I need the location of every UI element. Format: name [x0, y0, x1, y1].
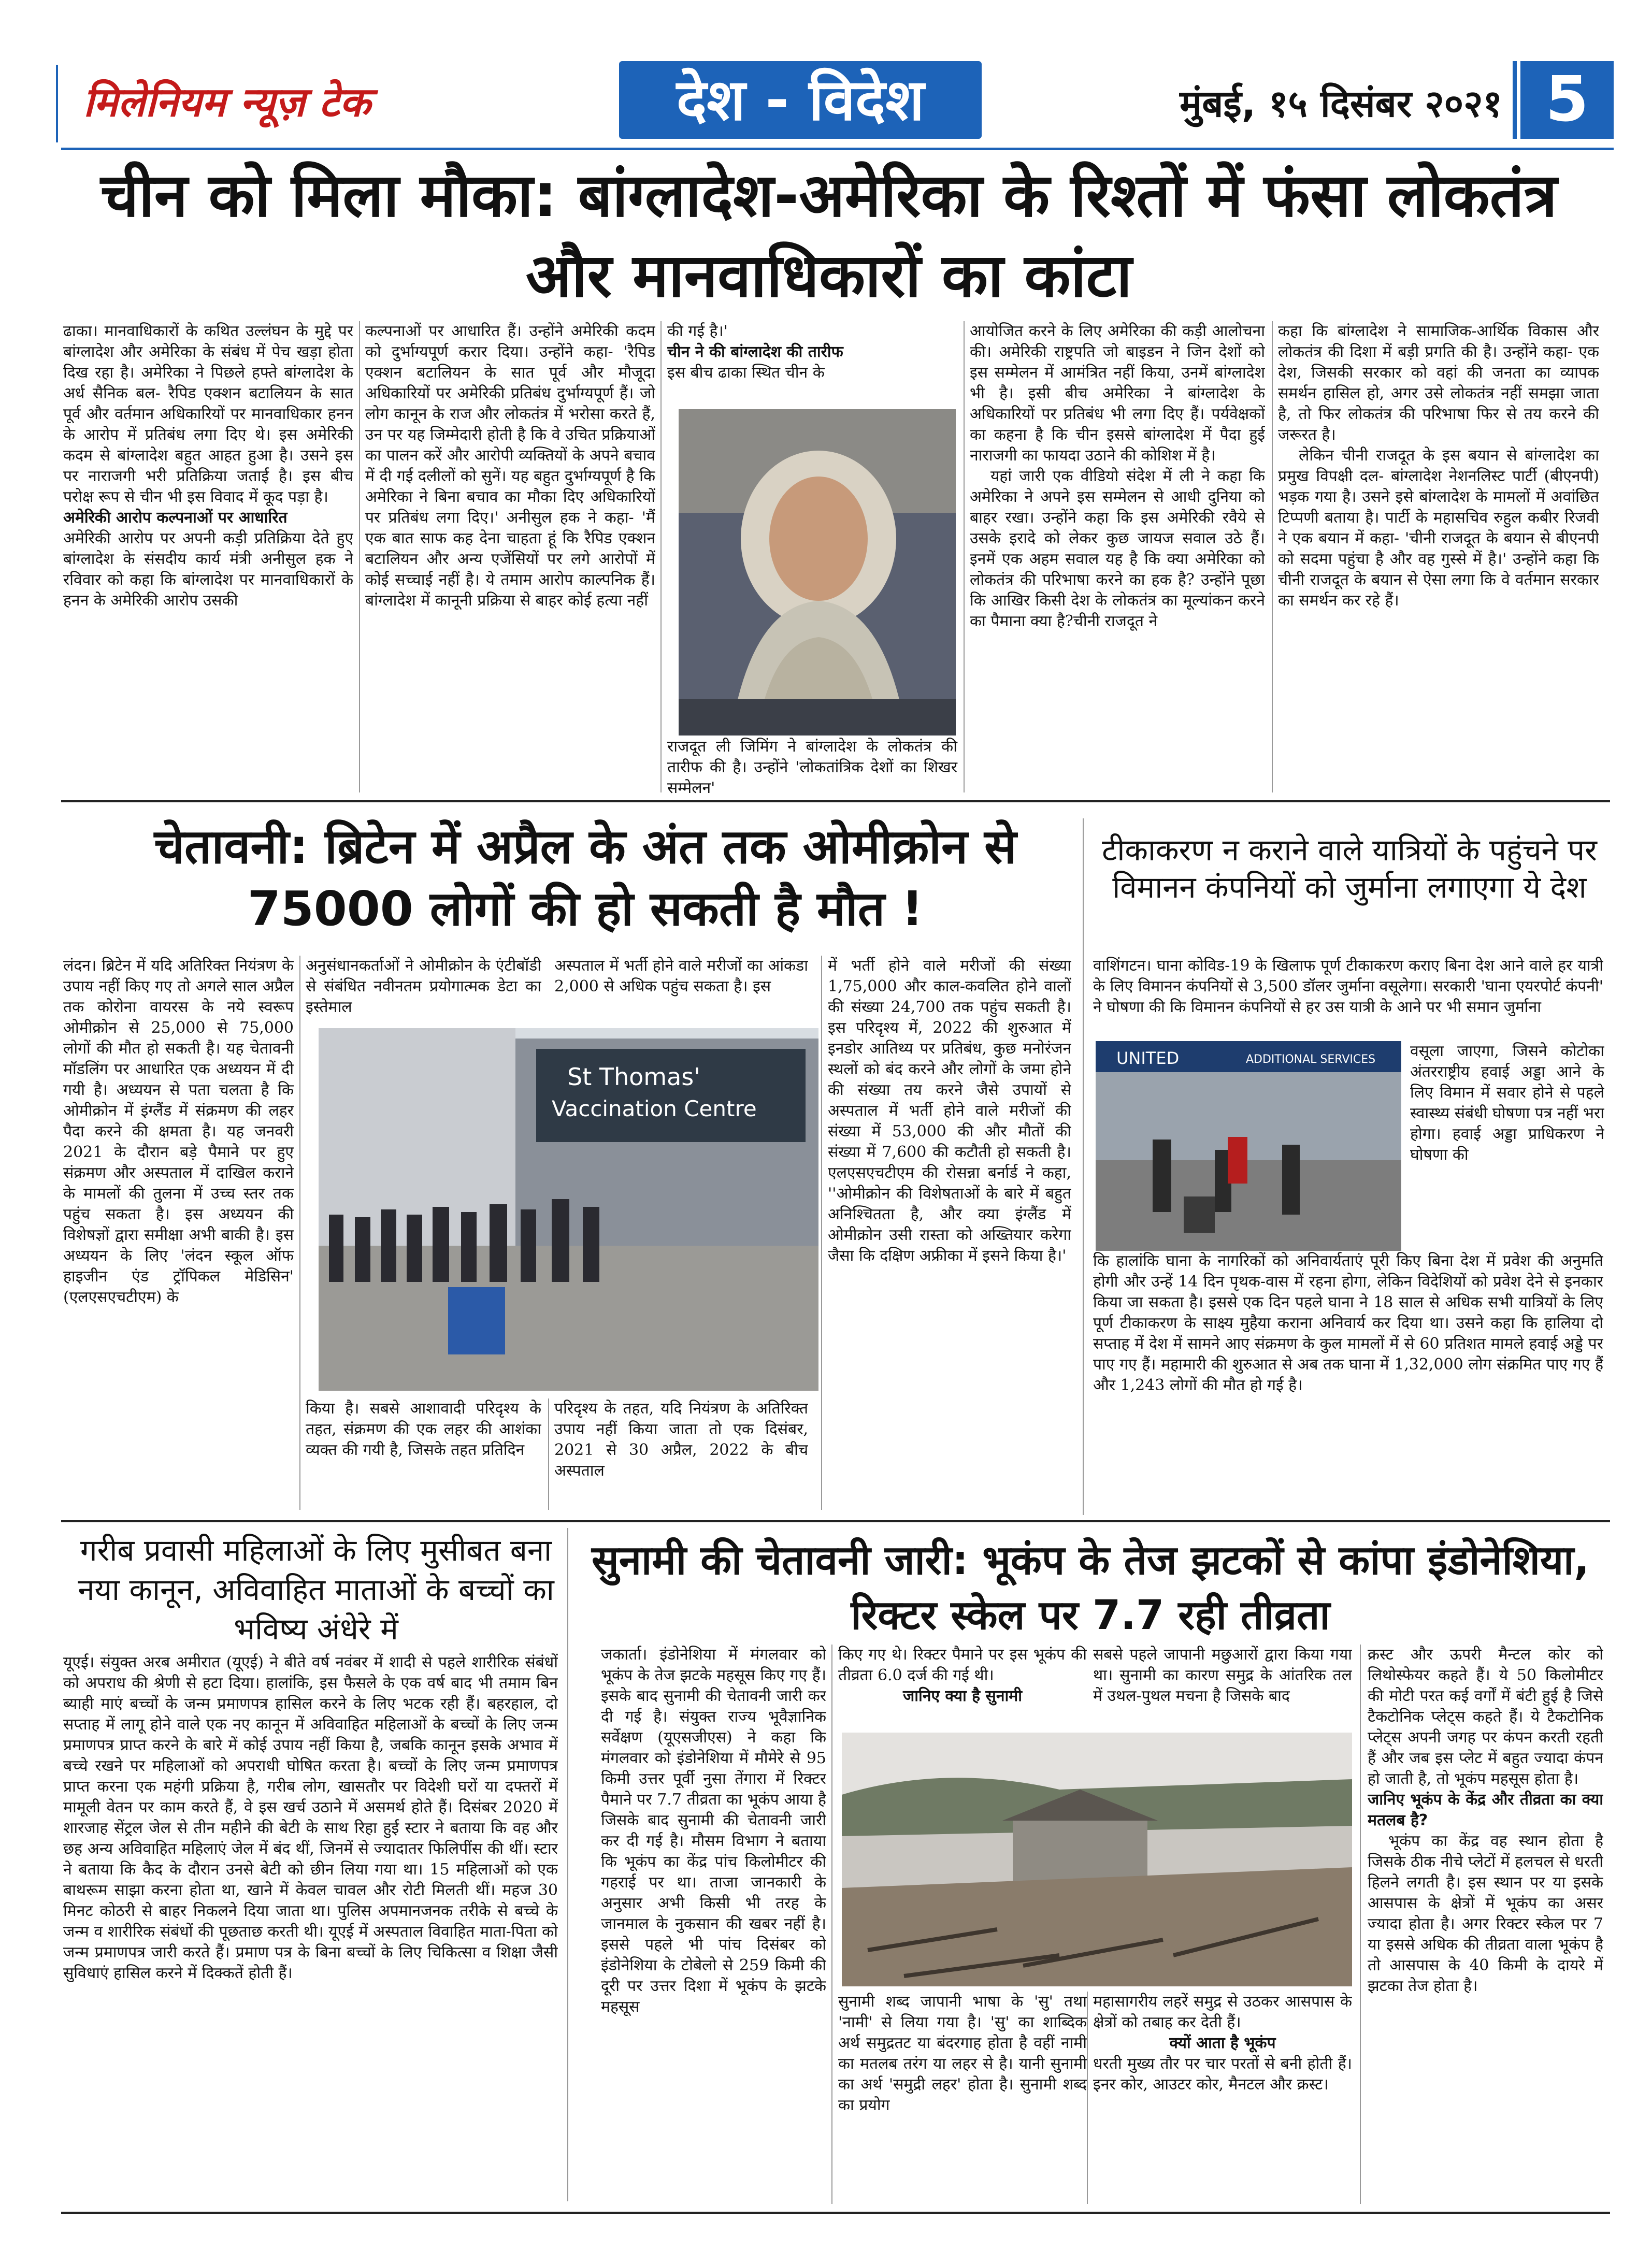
column-divider — [660, 321, 662, 792]
story5-col2-text: किए गए थे। रिक्टर पैमाने पर इस भूकंप की तीव्रता 6.0 दर्ज की गई थी। — [838, 1646, 1087, 1684]
story5-column-4 — [1368, 1645, 1603, 2207]
story5-column-3-bottom — [1093, 1992, 1352, 2207]
tsunami-debris-illustration — [842, 1733, 1352, 1986]
story5-headline: सुनामी की चेतावनी जारी: भूकंप के तेज झटकों से कांपा इंडोनेशिया, रिक्टर स्केल पर 7.7 रही तीव्रता — [592, 1537, 1589, 1639]
vaccination-centre-photo — [319, 1028, 818, 1391]
story2-column-1: लंदन। ब्रिटेन में यदि अतिरिक्त नियंत्रण के उपाय नहीं किए गए तो अगले साल अप्रैल तक कोरोना वायरस के नये स्वरूप ओमीक्रोन से 25,000 से 75,000 लोगों की मौत हो सकती है। यह चेतावनी मॉडलिंग पर आधारित एक अध्ययन में दी गयी है। अध्ययन से पता चलता है कि ओमीक्रोन में इंग्लैंड में संक्रमण की लहर पैदा करने की क्षमता है। यह जनवरी 2021 के दौरान बड़े पैमाने पर हुए संक्रमण और अस्पताल में दाखिल कराने के मामलों की तुलना में उच्च स्तर तक पहुंच सकता है। इस अध्ययन की विशेषज्ञों द्वारा समीक्षा अभी बाकी है। इस अध्ययन के लिए 'लंदन स्कूल ऑफ हाइजीन एंड ट्रॉपिकल मेडिसिन' (एलएसएचटीएम) के — [63, 957, 294, 1306]
story1-column-3-top — [667, 321, 957, 409]
page-number-bar — [1513, 61, 1517, 139]
airport-illustration — [1096, 1041, 1401, 1251]
story5-col4-text-b: भूकंप का केंद्र वह स्थान होता है जिसके ठीक नीचे प्लेटों में हलचल से धरती हिलने लगती है। इस स्थान पर या इसके आसपास के क्षेत्रों में भूकंप का असर ज्यादा होता है। अगर रिक्टर स्केल पर 7 या इससे अधिक की तीव्रता वाला भूकंप है तो आसपास के 40 किमी के दायरे में झटका तेज होता है। — [1368, 1832, 1603, 1995]
story2-column-2-bottom: किया है। सबसे आशावादी परिदृश्य के तहत, संक्रमण की एक लहर की आशंका व्यक्त की गयी है, जिसके तहत प्रतिदिन — [306, 1400, 541, 1459]
masthead-rule — [56, 65, 58, 142]
column-divider — [964, 321, 965, 792]
column-divider — [1360, 1645, 1361, 2204]
photo-sign-services: ADDITIONAL SERVICES — [1246, 1053, 1376, 1066]
column-divider — [359, 321, 360, 792]
story1-col1-text: ढाका। मानवाधिकारों के कथित उल्लंघन के मुद्दे पर बांग्लादेश और अमेरिका के संबंध में पेच खड़ा होता दिख रहा है। अमेरिका ने पिछले हफ्ते बांग्लादेश के अर्ध सैनिक बल- रैपिड एक्शन बटालियन के सात पूर्व और वर्तमान अधिकारियों पर मानवाधिकार हनन के आरोप में प्रतिबंध लगा दिए थे। इस अमेरिकी कदम से बांग्लादेश बहुत आहत हुआ है। उसने इस पर नाराजगी भरी प्रतिक्रिया जताई है। इस बीच परोक्ष रूप से चीन भी इस विवाद में कूद पड़ा है। — [63, 322, 353, 506]
story3-text-bottom: कि हालांकि घाना के नागरिकों को अनिवार्यताएं पूरी किए बिना देश में प्रवेश की अनुमति होगी और उन्हें 14 दिन पृथक-वास में रहना होगा, लेकिन विदेशियों को प्रवेश देने से इनकार किया जा सकता है। इससे एक दिन पहले घाना ने 18 साल से अधिक सभी यात्रियों के लिए पूर्ण टीकाकरण के साक्ष्य मुहैया कराना अनिवार्य कर दिया था। उसने कहा कि हालिया दो सप्ताह में देश में सामने आए संक्रमण के कुल मामलों में से 60 प्रतिशत मामले हवाई अड्डे पर पाए गए हैं। महामारी की शुरुआत से अब तक घाना में 1,32,000 लोग संक्रमित पाए गए हैं और 1,243 लोगों की मौत हो गई है। — [1093, 1252, 1603, 1394]
photo-sign-united: UNITED — [1116, 1048, 1180, 1068]
story1-headline: चीन को मिला मौका: बांग्लादेश-अमेरिका के रिश्तों में फंसा लोकतंत्र और मानवाधिकारों का कांटा — [100, 161, 1557, 311]
story5-subhead-epicentre: जानिए भूकंप के केंद्र और तीव्रता का क्या मतलब है? — [1368, 1791, 1603, 1829]
story5-column-2-top — [838, 1645, 1087, 1730]
photo-sign-line-1: St Thomas' — [567, 1063, 700, 1091]
column-divider — [821, 956, 822, 1510]
story1-subhead-1: अमेरिकी आरोप कल्पनाओं पर आधारित — [63, 509, 288, 527]
sheikh-hasina-photo — [679, 409, 956, 736]
story1-column-4 — [970, 321, 1265, 792]
story1-column-1 — [63, 321, 353, 787]
photo-sign-line-2: Vaccination Centre — [552, 1096, 757, 1121]
story3-text-side: वसूला जाएगा, जिसने कोटोका अंतरराष्ट्रीय हवाई अड्डा आने के लिए विमान में सवार होने से पहले स्वास्थ्य संबंधी घोषणा पत्र नहीं भरा होगा। हवाई अड्डा प्राधिकरण ने घोषणा की — [1410, 1042, 1604, 1164]
story3-headline: टीकाकरण न कराने वाले यात्रियों के पहुंचने पर विमानन कंपनियों को जुर्माना लगाएगा ये देश — [1102, 832, 1597, 905]
story2-column-2-top: अनुसंधानकर्ताओं ने ओमीक्रोन के एंटीबॉडी से संबंधित नवीनतम प्रयोगात्मक डेटा का इस्तेमाल — [306, 957, 541, 1016]
portrait-illustration — [679, 409, 956, 736]
story5-subhead-earthquake: क्यों आता है भूकंप — [1169, 2034, 1276, 2052]
story-separator — [61, 800, 1610, 802]
vaccination-queue-illustration — [319, 1028, 818, 1391]
page-bottom-rule — [61, 2212, 1610, 2214]
story2-column-4: में भर्ती होने वाले मरीजों की संख्या 1,75,000 और काल-कवलित होने वालों की संख्या 24,700 तक पहुंच सकती है। इस परिदृश्य में, 2022 की शुरुआत में इनडोर आतिथ्य पर प्रतिबंध, कुछ मनोरंजन स्थलों को बंद करने और लोगों के जमा होने की संख्या तय करने जैसे उपायों से अस्पताल में भर्ती होने वाले मरीजों की संख्या में 53,000 की और मौतों की संख्या में 7,600 की कटौती हो सकती है। एलएसएचटीएम की रोसन्ना बर्नार्ड ने कहा, ''ओमीक्रोन की विशेषताओं के बारे में बहुत अनिश्चितता है, और क्या इंग्लैंड में ओमीक्रोन उसी रास्ता को अख्तियार करेगा जैसा कि दक्षिण अफ्रीका में इसने किया है।' — [828, 957, 1071, 1265]
story-separator — [61, 1520, 1610, 1522]
story1-subhead-2: चीन ने की बांग्लादेश की तारीफ — [667, 343, 843, 361]
story1-col4-text-b: यहां जारी एक वीडियो संदेश में ली ने कहा कि अमेरिका ने अपने इस सम्मेलन से आधी दुनिया को बाहर रखा। उन्होंने कहा कि इस अमेरिकी रवैये से उसके इरादे को लेकर कुछ जायज सवाल उठे हैं। इनमें एक अहम सवाल यह है कि क्या अमेरिका को लोकतंत्र की परिभाषा करने का हक है? उन्होंने पूछा कि आखिर किसी देश के लोकतंत्र का मूल्यांकन करने का पैमाना क्या है?चीनी राजदूत ने — [970, 467, 1265, 630]
brand-logo: मिलेनियम न्यूज़ टेक — [83, 79, 371, 126]
story5-column-2-bottom: सुनामी शब्द जापानी भाषा के 'सु' तथा 'नामी' से लिया गया है। 'सु' का शाब्दिक अर्थ समुद्रतट या बंदरगाह होता है वहीं नामी का मतलब तरंग या लहर से है। यानी सुनामी का अर्थ 'समुद्री लहर' होता है। सुनामी शब्द का प्रयोग — [838, 1993, 1087, 2114]
story4-headline: गरीब प्रवासी महिलाओं के लिए मुसीबत बना नया कानून, अविवाहित माताओं के बच्चों का भविष्य अंधेरे में — [78, 1533, 554, 1647]
story1-col4-text: आयोजित करने के लिए अमेरिका की कड़ी आलोचना की। अमेरिकी राष्ट्रपति जो बाइडन ने जिन देशों को इस सम्मेलन में आमंत्रित नहीं किया, उनमें बांग्लादेश भी है। इसी बीच अमेरिका ने बांग्लादेश के अधिकारियों पर प्रतिबंध भी लगा दिए हैं। पर्यवेक्षकों का कहना है कि चीन इससे बांग्लादेश में पैदा हुई नाराजगी का फायदा उठाने की कोशिश में है। — [970, 322, 1265, 465]
story5-col3-text-b: धरती मुख्य तौर पर चार परतों से बनी होती हैं। इनर कोर, आउटर कोर, मैनटल और क्रस्ट। — [1093, 2055, 1352, 2094]
section-title: देश - विदेश — [619, 61, 982, 139]
story5-column-1: जकार्ता। इंडोनेशिया में मंगलवार को भूकंप के तेज झटके महसूस किए गए हैं। इसके बाद सुनामी की चेतावनी जारी कर दी गई है। संयुक्त राज्य भूवैज्ञानिक सर्वेक्षण (यूएसजीएस) ने कहा कि मंगलवार को इंडोनेशिया में मौमेरे से 95 किमी उत्तर पूर्वी नुसा तेंगारा में रिक्टर पैमाने पर 7.7 तीव्रता का भूकंप आया है जिसके बाद सुनामी की चेतावनी जारी कर दी गई है। मौसम विभाग ने बताया कि भूकंप का केंद्र पांच किलोमीटर की गहराई पर था। ताजा जानकारी के अनुसार अभी किसी भी तरह के जानमाल के नुकसान की खबर नहीं है। इससे पहले भी पांच दिसंबर को इंडोनेशिया के टोबेलो से 259 किमी की दूरी पर उत्तर दिशा में भूकंप के झटके महसूस — [601, 1646, 826, 2016]
page-number: 5 — [1520, 61, 1614, 139]
column-divider — [1272, 321, 1273, 792]
tsunami-damage-photo — [842, 1733, 1352, 1986]
story1-col5-text-b: लेकिन चीनी राजदूत के इस बयान से बांग्लादेश का प्रमुख विपक्षी दल- बांग्लादेश नेशनलिस्ट पार्टी (बीएनपी) भड़क गया है। उसने इसे बांग्लादेश के मामलों में अवांछित टिप्पणी बताया है। पार्टी के महासचिव रुहुल कबीर रिजवी ने एक बयान में कहा- 'चीनी राजदूत के बयान से बीएनपी को सदमा पहुंचा है और वह गुस्से में है।' उन्होंने कहा कि चीनी राजदूत के बयान से ऐसा लगा कि वे वर्तमान सरकार का समर्थन कर रहे हैं। — [1278, 446, 1599, 610]
story1-col3-text: की गई है।' — [667, 322, 728, 340]
column-divider — [1083, 818, 1084, 1515]
story2-column-3-top: अस्पताल में भर्ती होने वाले मरीजों का आंकडा 2,000 से अधिक पहुंच सकता है। इस — [554, 957, 808, 996]
column-divider — [831, 1645, 832, 2204]
issue-date: मुंबई, १५ दिसंबर २०२१ — [1180, 82, 1502, 125]
story5-subhead-tsunami: जानिए क्या है सुनामी — [903, 1687, 1022, 1705]
story5-col4-text: क्रस्ट और ऊपरी मैन्टल कोर को लिथोस्फेयर कहते हैं। ये 50 किलोमीटर की मोटी परत कई वर्गों में बंटी हुई है जिसे टैकटोनिक प्लेट्स कहते हैं। ये टैकटोनिक प्लेट्स अपनी जगह पर कंपन करती रहती हैं और जब इस प्लेट में बहुत ज्यादा कंपन हो जाती है, तो भूकंप महसूस होता है। — [1368, 1646, 1603, 1788]
column-divider — [548, 1398, 549, 1510]
story1-column-2: कल्पनाओं पर आधारित हैं। उन्होंने अमेरिकी कदम को दुर्भाग्यपूर्ण करार दिया। उन्होंने कहा- 'रैपिड एक्शन बटालियन के सात पूर्व और मौजूदा अधिकारियों पर अमेरिकी प्रतिबंध दुर्भाग्यपूर्ण हैं। जो लोग कानून के राज और लोकतंत्र में भरोसा करते हैं, उन पर यह जिम्मेदारी होती है कि वे उचित प्रक्रियाओं का पालन करें और आरोपी व्यक्तियों के अपने बचाव में दी गई दलीलों को सुनें। यह बहुत दुर्भाग्यपूर्ण है कि अमेरिका ने बिना बचाव का मौका दिए अधिकारियों पर प्रतिबंध लगा दिए।' अनीसुल हक ने कहा- 'मैं एक बात साफ कह देना चाहता हूं कि रैपिड एक्शन बटालियन और अन्य एजेंसियों पर लगे आरोपों में कोई सच्चाई नहीं है। ये तमाम आरोप काल्पनिक हैं। बांग्लादेश में कानूनी प्रक्रिया से बाहर कोई हत्या नहीं — [365, 322, 655, 610]
story2-column-3-bottom: परिदृश्य के तहत, यदि नियंत्रण के अतिरिक्त उपाय नहीं किया जाता तो एक दिसंबर, 2021 से 30 अप्रैल, 2022 के बीच अस्पताल — [554, 1400, 808, 1480]
story1-col1-text-b: अमेरिकी आरोप पर अपनी कड़ी प्रतिक्रिया देते हुए बांग्लादेश के संसदीय कार्य मंत्री अनीसुल हक ने रविवार को कहा कि बांग्लादेश पर मानवाधिकारों के हनन के अमेरिकी आरोप उसकी — [63, 529, 353, 610]
masthead-underline — [61, 148, 1614, 150]
story4-body: यूएई। संयुक्त अरब अमीरात (यूएई) ने बीते वर्ष नवंबर में शादी से पहले शारीरिक संबंधों को अपराध की श्रेणी से हटा दिया। हालांकि, इस फैसले के एक वर्ष बाद भी तमाम बिन ब्याही माएं बच्चों के जन्म प्रमाणपत्र हासिल करने के लिए भटक रही हैं। बहरहाल, दो सप्ताह में लागू होने वाले एक नए कानून में अविवाहित महिलाओं के बच्चों के लिए जन्म प्रमाणपत्र प्राप्त करने के बारे में कोई उपाय नहीं किया है, जबकि कानून इसके अभाव में बच्चे रखने पर महिलाओं को अपराधी घोषित करता है। बच्चों के लिए जन्म प्रमाणपत्र प्राप्त करना एक महंगी प्रक्रिया है, गरीब लोग, खासतौर पर विदेशी घरों या दफ्तरों में मामूली वेतन पर काम करते हैं, वे इस खर्च उठाने में असमर्थ होते हैं। दिसंबर 2020 में शारजाह सेंट्रल जेल से तीन महीने की बेटी के साथ रिहा हुई स्टार ने बताया कि वह और छह अन्य अविवाहित महिलाएं जेल में बंद थीं, जिनमें से ज्यादातर फिलिपींस की थीं। स्टार ने बताया कि कैद के दौरान उनसे बेटी को छीन लिया गया था। 15 महिलाओं को एक बाथरूम साझा करना होता था, खाने में केवल चावल और रोटी मिलती थीं। महज 30 मिनट कोठरी से बाहर निकलने दिया जाता था। पुलिस अपमानजनक तरीके से बच्चे के जन्म व शारीरिक संबंधों की पूछताछ करती थी। यूएई में अस्पताल विवाहित माता-पिता को जन्म प्रमाणपत्र जारी करते हैं। प्रमाण पत्र के बिना बच्चों के लिए चिकित्सा व शिक्षा जैसी सुविधाएं हासिल करने में दिक्कतें होती हैं। — [63, 1653, 558, 1982]
story1-photo-caption: राजदूत ली जिमिंग ने बांग्लादेश के लोकतंत्र की तारीफ की है। उन्होंने 'लोकतांत्रिक देशों का शिखर सम्मेलन' — [667, 738, 957, 797]
story5-column-3-top: सबसे पहले जापानी मछुआरों द्वारा किया गया था। सुनामी का कारण समुद्र के आंतरिक तल में उथल-पुथल मचना है जिसके बाद — [1093, 1646, 1352, 1705]
column-divider — [567, 1528, 568, 2201]
story1-column-5 — [1278, 321, 1599, 792]
column-divider — [299, 956, 300, 1510]
story2-headline: चेतावनी: ब्रिटेन में अप्रैल के अंत तक ओमीक्रोन से 75000 लोगों की हो सकती है मौत ! — [154, 819, 1017, 936]
airport-counter-photo — [1096, 1041, 1401, 1251]
story1-col3-lead: इस बीच ढाका स्थित चीन के — [667, 364, 825, 382]
story5-col3-text: महासागरीय लहरें समुद्र से उठकर आसपास के क्षेत्रों को तबाह कर देती हैं। — [1093, 1993, 1352, 2031]
story3-text-top: वाशिंगटन। घाना कोविड-19 के खिलाफ पूर्ण टीकाकरण कराए बिना देश आने वाले हर यात्री के लिए विमानन कंपनियों से 3,500 डॉलर जुर्माना वसूलेगा। सरकारी 'घाना एयरपोर्ट कंपनी' ने घोषणा की कि विमानन कंपनियों से हर उस यात्री के आने पर भी समान जुर्माना — [1093, 957, 1603, 1016]
story1-col5-text: कहा कि बांग्लादेश ने सामाजिक-आर्थिक विकास और लोकतंत्र की दिशा में बड़ी प्रगति की है। उन्होंने कहा- एक देश, जिसकी सरकार को वहां की जनता का व्यापक समर्थन हासिल हो, अगर उसे लोकतंत्र नहीं समझा जाता है, तो फिर लोकतंत्र की परिभाषा फिर से तय करने की जरूरत है। — [1278, 322, 1599, 444]
column-divider — [1087, 1992, 1088, 2204]
